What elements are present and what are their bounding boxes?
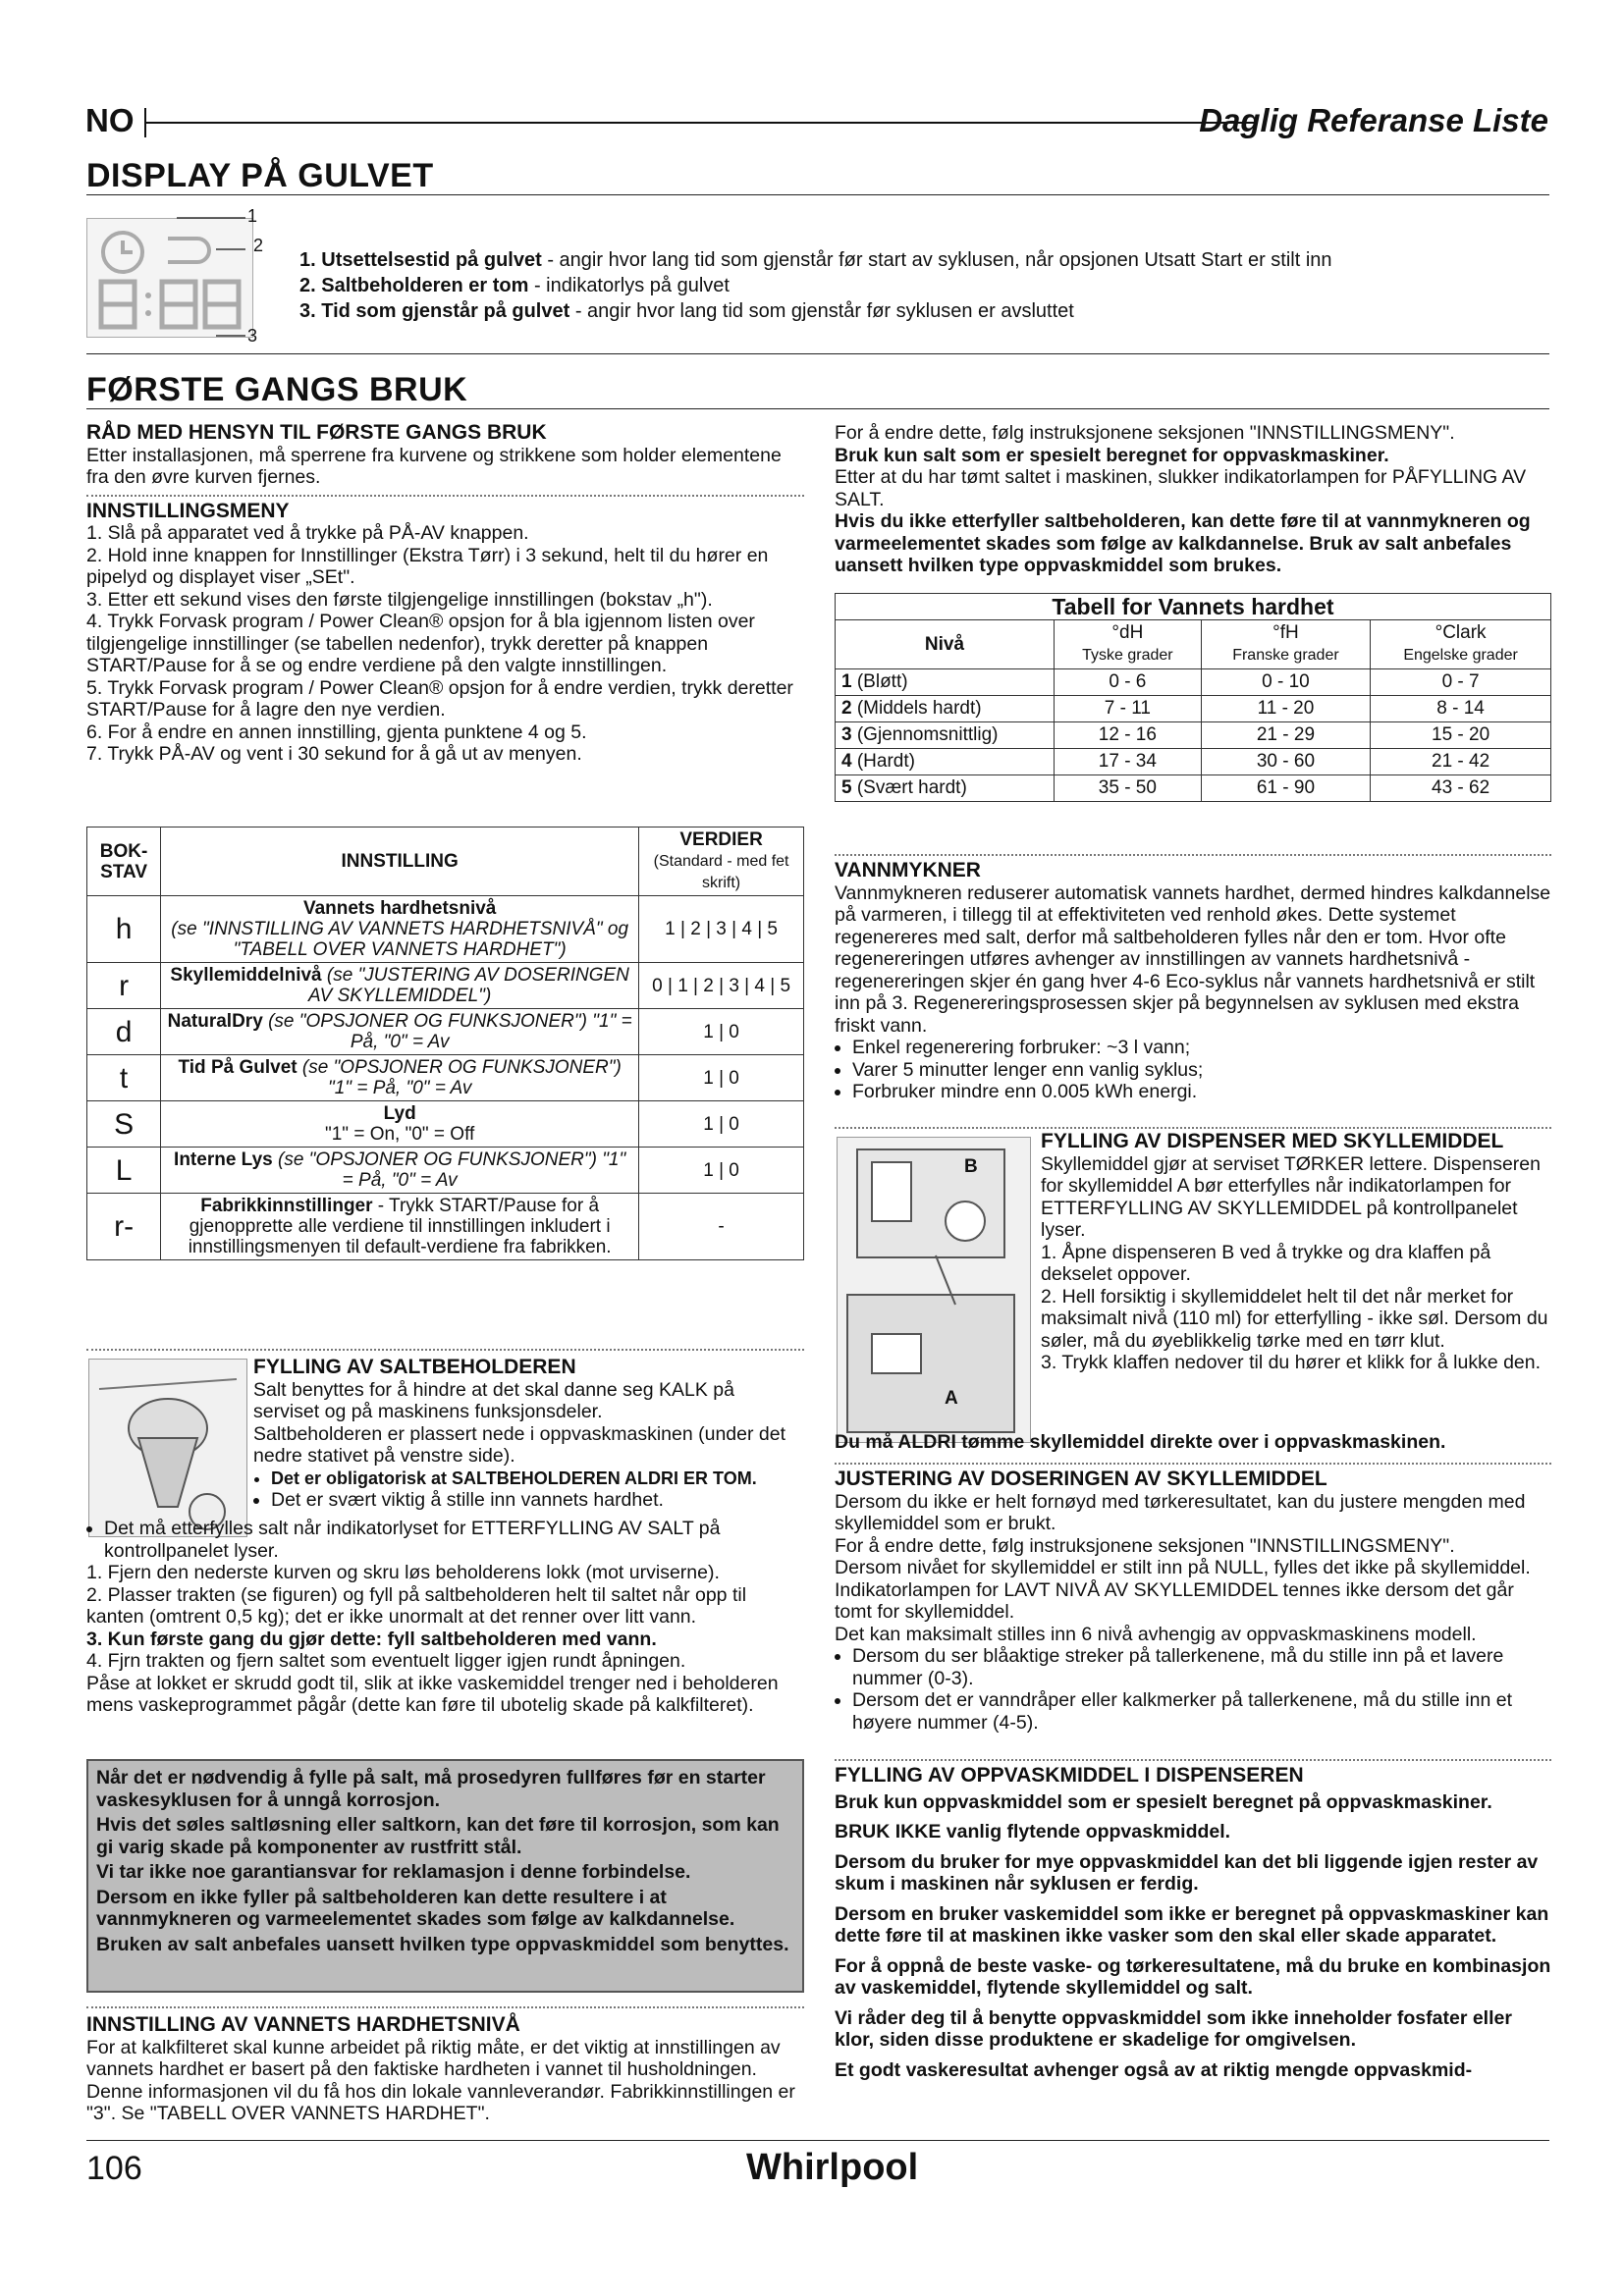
- left-column-top: [86, 422, 804, 766]
- menu-step: 3. Etter ett sekund vises den første tilgjengelige innstillingen (bokstav „h").: [86, 588, 713, 611]
- salt-warning-box: [86, 1759, 804, 1993]
- menu-step: 6. For å endre en annen innstilling, gjenta punktene 4 og 5.: [86, 721, 587, 743]
- detergent-text: Et godt vaskeresultat avhenger også av at riktig mengde oppvaskmid-: [835, 2058, 1473, 2081]
- rinse-title: FYLLING AV DISPENSER MED SKYLLEMIDDEL: [1041, 1130, 1504, 1152]
- footer-rule: [86, 2140, 1549, 2141]
- detergent-title: FYLLING AV OPPVASKMIDDEL I DISPENSEREN: [835, 1764, 1304, 1787]
- table-row: d NaturalDry (se "OPSJONER OG FUNKSJONER") "1" = På, "0" = Av 1 | 0: [87, 1009, 804, 1055]
- salt-p2: Saltbeholderen er plassert nede i oppvaskmaskinen (under det nedre stativet på venstre side).: [253, 1422, 786, 1467]
- settings-table: [86, 827, 804, 1260]
- rinse-dose-text: Det kan maksimalt stilles inn 6 nivå avhengig av oppvaskmaskinens modell.: [835, 1623, 1477, 1645]
- menu-step: 7. Trykk PÅ-AV og vent i 30 sekund for å gå ut av menyen.: [86, 743, 582, 765]
- rinse-dose-text: For å endre dette, følg instruksjonene seksjonen "INNSTILLINGSMENY".: [835, 1534, 1455, 1557]
- intro-text: For å endre dette, følg instruksjonene seksjonen "INNSTILLINGSMENY".: [835, 422, 1455, 444]
- col-setting: INNSTILLING: [161, 828, 639, 896]
- hardness-setting-title: INNSTILLING AV VANNETS HARDHETSNIVÅ: [86, 2013, 520, 2036]
- hardness-setting-text: For at kalkfilteret skal kunne arbeidet på riktig måte, er det viktig at innstillingen av vannets hardhet er basert på den faktiske hardheten i vannet til husholdningen. Denne informasjonen vil du få hos din lokale vannleverandør. Fabrikkinnstillingen er "3". Se "TABELL OVER VANNETS HARDHET".: [86, 2036, 795, 2124]
- rinse-text: Skyllemiddel gjør at serviset TØRKER lettere. Dispenseren for skyllemiddel A bør etterfylles når indikatorlampen for ETTERFYLLING AV SKYLLEMIDDEL på kontrollpanelet lyser.: [1041, 1152, 1541, 1241]
- detergent-text: For å oppnå de beste vaske- og tørkeresultatene, må du bruke en kombinasjon av vaskemiddel, flytende skyllemiddel og salt.: [835, 1954, 1551, 1999]
- right-intro: [835, 422, 1551, 577]
- intro-text: Bruk kun salt som er spesielt beregnet for oppvaskmaskiner.: [835, 444, 1389, 466]
- display-section-title: DISPLAY PÅ GULVET: [86, 157, 434, 194]
- list-item: • Enkel regenerering forbruker: ~3 l vann;: [852, 1037, 1551, 1059]
- divider: [86, 194, 1549, 195]
- softener-title: VANNMYKNER: [835, 859, 981, 881]
- detergent-text: Vi råder deg til å benytte oppvaskmiddel som ikke inneholder fosfater eller klor, siden disse produktene er skadelige for omgivelsen.: [835, 2006, 1512, 2051]
- display-item: 2. Saltbeholderen er tom - indikatorlys på gulvet: [299, 275, 730, 296]
- menu-step: 1. Slå på apparatet ved å trykke på PÅ-AV knappen.: [86, 522, 529, 544]
- rinse-dose-text: Dersom du ikke er helt fornøyd med tørkeresultatet, kan du justere mengden med skyllemiddel som er brukt.: [835, 1490, 1526, 1534]
- salt-step: 2. Plasser trakten (se figuren) og fyll på saltbeholderen helt til saltet når opp til kanten (omtrent 0,5 kg); det er ikke unormalt at det renner over litt vann.: [86, 1583, 747, 1628]
- page-header: [85, 98, 1548, 147]
- list-item: • Dersom du ser blåaktige streker på tallerkenene, må du stille inn på et lavere nummer (0-3).: [852, 1645, 1551, 1689]
- warning-text: Når det er nødvendig å fylle på salt, må prosedyren fullføres før en starter vaskesyklusen for å unngå korrosjon.: [96, 1767, 766, 1811]
- table-row: 3 (Gjennomsnittlig) 12 - 16 21 - 29 15 - 20: [836, 722, 1551, 749]
- table-row: 5 (Svært hardt) 35 - 50 61 - 90 43 - 62: [836, 775, 1551, 802]
- table-row: L Interne Lys (se "OPSJONER OG FUNKSJONER") "1" = På, "0" = Av 1 | 0: [87, 1148, 804, 1194]
- divider: [86, 408, 1549, 409]
- table-row: t Tid På Gulvet (se "OPSJONER OG FUNKSJONER") "1" = På, "0" = Av 1 | 0: [87, 1055, 804, 1101]
- intro-text: Hvis du ikke etterfyller saltbeholderen, kan dette føre til at vannmykneren og varmeelementet skades som følge av kalkdannelse. Bruk av salt anbefales uansett hvilken type oppvaskmiddel som brukes.: [835, 510, 1531, 576]
- table-header-row: [87, 828, 804, 896]
- header-rule: [146, 122, 1256, 124]
- detergent-section: [835, 1765, 1551, 2081]
- label-b: B: [964, 1156, 978, 1177]
- hardness-table: [835, 593, 1551, 802]
- display-item: 3. Tid som gjenstår på gulvet - angir hvor lang tid som gjenstår før syklusen er avsluttet: [299, 300, 1074, 322]
- advice-title: RÅD MED HENSYN TIL FØRSTE GANGS BRUK: [86, 421, 547, 444]
- page-number: 106: [86, 2150, 142, 2187]
- warning-text: Hvis det søles saltløsning eller saltkorn, kan det føre til korrosjon, som kan gi varig skade på komponenter av rustfritt stål.: [96, 1814, 780, 1858]
- dotted-divider: [86, 2006, 804, 2008]
- divider: [86, 353, 1549, 354]
- rinse-dispenser-icon: [838, 1138, 1030, 1442]
- rinse-dispenser-illustration: [837, 1137, 1031, 1443]
- display-legend: [299, 247, 1332, 324]
- language-code: NO: [85, 102, 135, 138]
- table-row: 1 (Bløtt) 0 - 6 0 - 10 0 - 7: [836, 669, 1551, 696]
- table-row: S Lyd "1" = On, "0" = Off 1 | 0: [87, 1101, 804, 1148]
- callout-1: 1: [247, 206, 258, 226]
- intro-text: Etter at du har tømt saltet i maskinen, slukker indikatorlampen for PÅFYLLING AV SALT.: [835, 466, 1527, 510]
- salt-p1: Salt benyttes for å hindre at det skal danne seg KALK på serviset og på maskinens funksjonsdeler.: [253, 1378, 734, 1422]
- table-row: r- Fabrikkinnstillinger - Trykk START/Pause for å gjenopprette alle verdiene til innstillingen inkludert i innstillingsmenyen til default-verdiene fra fabrikken. -: [87, 1194, 804, 1260]
- rinse-dose-bullets: [835, 1645, 1551, 1734]
- rinse-warning: Du må ALDRI tømme skyllemiddel direkte over i oppvaskmaskinen.: [835, 1431, 1446, 1453]
- detergent-text: BRUK IKKE vanlig flytende oppvaskmiddel.: [835, 1821, 1231, 1842]
- hardness-setting: [86, 2014, 804, 2125]
- salt-intro: [253, 1357, 804, 1512]
- detergent-text: Dersom en bruker vaskemiddel som ikke er beregnet på oppvaskmaskiner kan dette føre til at maskinen ikke vasker som den skal eller skade apparatet.: [835, 1902, 1549, 1947]
- softener-bullets: [835, 1037, 1551, 1103]
- dotted-divider: [835, 1127, 1551, 1129]
- table-header-row: Nivå °dH Tyske grader °fH Franske grader °Clark Engelske grader: [836, 620, 1551, 669]
- rinse-section: [1041, 1131, 1551, 1374]
- warning-text: Dersom en ikke fyller på saltbeholderen kan dette resultere i at vannmykneren og varmeelementet skades som følge av kalkdannelse.: [96, 1886, 735, 1930]
- salt-funnel-icon: [89, 1360, 246, 1536]
- menu-step: 5. Trykk Forvask program / Power Clean® opsjon for å endre verdien, trykk deretter START/Pause for å lagre den nye verdien.: [86, 676, 793, 721]
- dotted-divider: [835, 1759, 1551, 1761]
- list-item: • Forbruker mindre enn 0.005 kWh energi.: [852, 1081, 1551, 1103]
- rinse-step: 3. Trykk klaffen nedover til du hører et klikk for å lukke den.: [1041, 1352, 1542, 1373]
- callout-3: 3: [247, 326, 258, 346]
- menu-step: 2. Hold inne knappen for Innstillinger (Ekstra Tørr) i 3 sekund, helt til du hører en pipelyd og displayet viser „SEt".: [86, 544, 769, 588]
- warning-text: Vi tar ikke noe garantiansvar for reklamasjon i denne forbindelse.: [96, 1861, 691, 1883]
- list-item: • Dersom det er vanndråper eller kalkmerker på tallerkenene, må du stille inn et høyere nummer (4-5).: [852, 1689, 1551, 1734]
- salt-p3: Påse at lokket er skrudd godt til, slik at ikke vaskemiddel trenger ned i beholderen mens vaskeprogrammet pågår (dette kan føre til ubotelig skade på kalkfilteret).: [86, 1672, 779, 1716]
- table-row: 4 (Hardt) 17 - 34 30 - 60 21 - 42: [836, 749, 1551, 775]
- list-item: • Det må etterfylles salt når indikatorlyset for ETTERFYLLING AV SALT på kontrollpanelet lyser.: [104, 1518, 804, 1562]
- label-a: A: [945, 1388, 958, 1409]
- callout-2: 2: [253, 236, 264, 255]
- advice-text: Etter installasjonen, må sperrene fra kurvene og strikkene som holder elementene fra den øvre kurven fjernes.: [86, 444, 782, 488]
- softener-text: Vannmykneren reduserer automatisk vannets hardhet, dermed hindres kalkdannelse på varmeren, i tillegg til at effektiviteten ved renhold økes. Dette systemet regenereres med salt, derfor må saltbeholderen fylles når den er tom. Hvor ofte regenereringen utføres avhenger av innstillingen av vannets hardhetsnivå - regenereringen skjer én gang hver 4-6 Eco-syklus når vannets hardhetsnivå er stilt inn på 3. Regenereringsprosessen skjer på begynnelsen av syklusen med ekstra friskt vann.: [835, 881, 1551, 1037]
- rinse-dose-title: JUSTERING AV DOSERINGEN AV SKYLLEMIDDEL: [835, 1468, 1327, 1490]
- dotted-divider: [835, 1463, 1551, 1465]
- list-item: • Det er svært viktig å stille inn vannets hardhet.: [271, 1489, 804, 1512]
- salt-funnel-illustration: [88, 1359, 247, 1537]
- col-letter: BOK-STAV: [87, 828, 161, 896]
- rinse-dose-section: [835, 1468, 1551, 1734]
- salt-bullets: [253, 1468, 804, 1512]
- list-item: • Det er obligatorisk at SALTBEHOLDEREN ALDRI ER TOM.: [271, 1468, 804, 1490]
- rinse-step: 1. Åpne dispenseren B ved å trykke og dra klaffen på dekselet oppover.: [1041, 1241, 1491, 1285]
- col-values: VERDIER (Standard - med fet skrift): [639, 828, 804, 896]
- dotted-divider: [86, 1349, 804, 1351]
- detergent-text: Bruk kun oppvaskmiddel som er spesielt beregnet på oppvaskmaskiner.: [835, 1790, 1492, 1813]
- warning-text: Bruken av salt anbefales uansett hvilken type oppvaskmiddel som benyttes.: [96, 1933, 789, 1955]
- salt-step: 1. Fjern den nederste kurven og skru løs beholderens lokk (mot urviserne).: [86, 1562, 720, 1583]
- dotted-divider: [835, 854, 1551, 856]
- rinse-dose-text: Dersom nivået for skyllemiddel er stilt inn på NULL, fylles det ikke på skyllemiddel. Indikatorlampen for LAVT NIVÅ AV SKYLLEMIDDEL tennes ikke dersom det går tomt for skyllemiddel.: [835, 1557, 1531, 1623]
- menu-title: INNSTILLINGSMENY: [86, 499, 290, 522]
- softener-section: [835, 860, 1551, 1103]
- list-item: • Varer 5 minutter lenger enn vanlig syklus;: [852, 1059, 1551, 1082]
- table-row: r Skyllemiddelnivå (se "JUSTERING AV DOSERINGEN AV SKYLLEMIDDEL") 0 | 1 | 2 | 3 | 4 | 5: [87, 963, 804, 1009]
- table-caption-row: [836, 594, 1551, 620]
- salt-steps: [86, 1518, 804, 1717]
- dotted-divider: [86, 495, 804, 497]
- first-use-section-title: FØRSTE GANGS BRUK: [86, 371, 468, 408]
- brand-logo: Whirlpool: [746, 2147, 919, 2188]
- header-title: Daglig Referanse Liste: [1199, 102, 1548, 138]
- table-row: h Vannets hardhetsnivå (se "INNSTILLING AV VANNETS HARDHETSNIVÅ" og "TABELL OVER VANNETS HARDHET") 1 | 2 | 3 | 4 | 5: [87, 896, 804, 963]
- salt-step: 3. Kun første gang du gjør dette: fyll saltbeholderen med vann.: [86, 1628, 657, 1650]
- rinse-step: 2. Hell forsiktig i skyllemiddelet helt til det når merket for maksimalt nivå (110 ml) for etterfylling - ikke søl. Dersom du søler, må du øyeblikkelig tørke med en tørr klut.: [1041, 1285, 1548, 1352]
- table-row: 2 (Middels hardt) 7 - 11 11 - 20 8 - 14: [836, 696, 1551, 722]
- salt-step: 4. Fjrn trakten og fjern saltet som eventuelt ligger igjen rundt åpningen.: [86, 1650, 686, 1672]
- hardness-table-caption: Tabell for Vannets hardhet: [836, 594, 1551, 620]
- salt-bullets-2: [86, 1518, 804, 1562]
- salt-title: FYLLING AV SALTBEHOLDEREN: [253, 1356, 576, 1378]
- menu-step: 4. Trykk Forvask program / Power Clean® opsjon for å bla igjennom listen over tilgjengelige innstillinger (se tabellen nedenfor), trykk deretter på knappen START/Pause for å se og endre verdiene på den valgte innstillingen.: [86, 611, 755, 676]
- detergent-text: Dersom du bruker for mye oppvaskmiddel kan det bli liggende igjen rester av skum i maskinen når syklusen er ferdig.: [835, 1850, 1539, 1895]
- display-item: 1. Utsettelsestid på gulvet - angir hvor lang tid som gjenstår før start av syklusen, når opsjonen Utsatt Start er stilt inn: [299, 249, 1332, 271]
